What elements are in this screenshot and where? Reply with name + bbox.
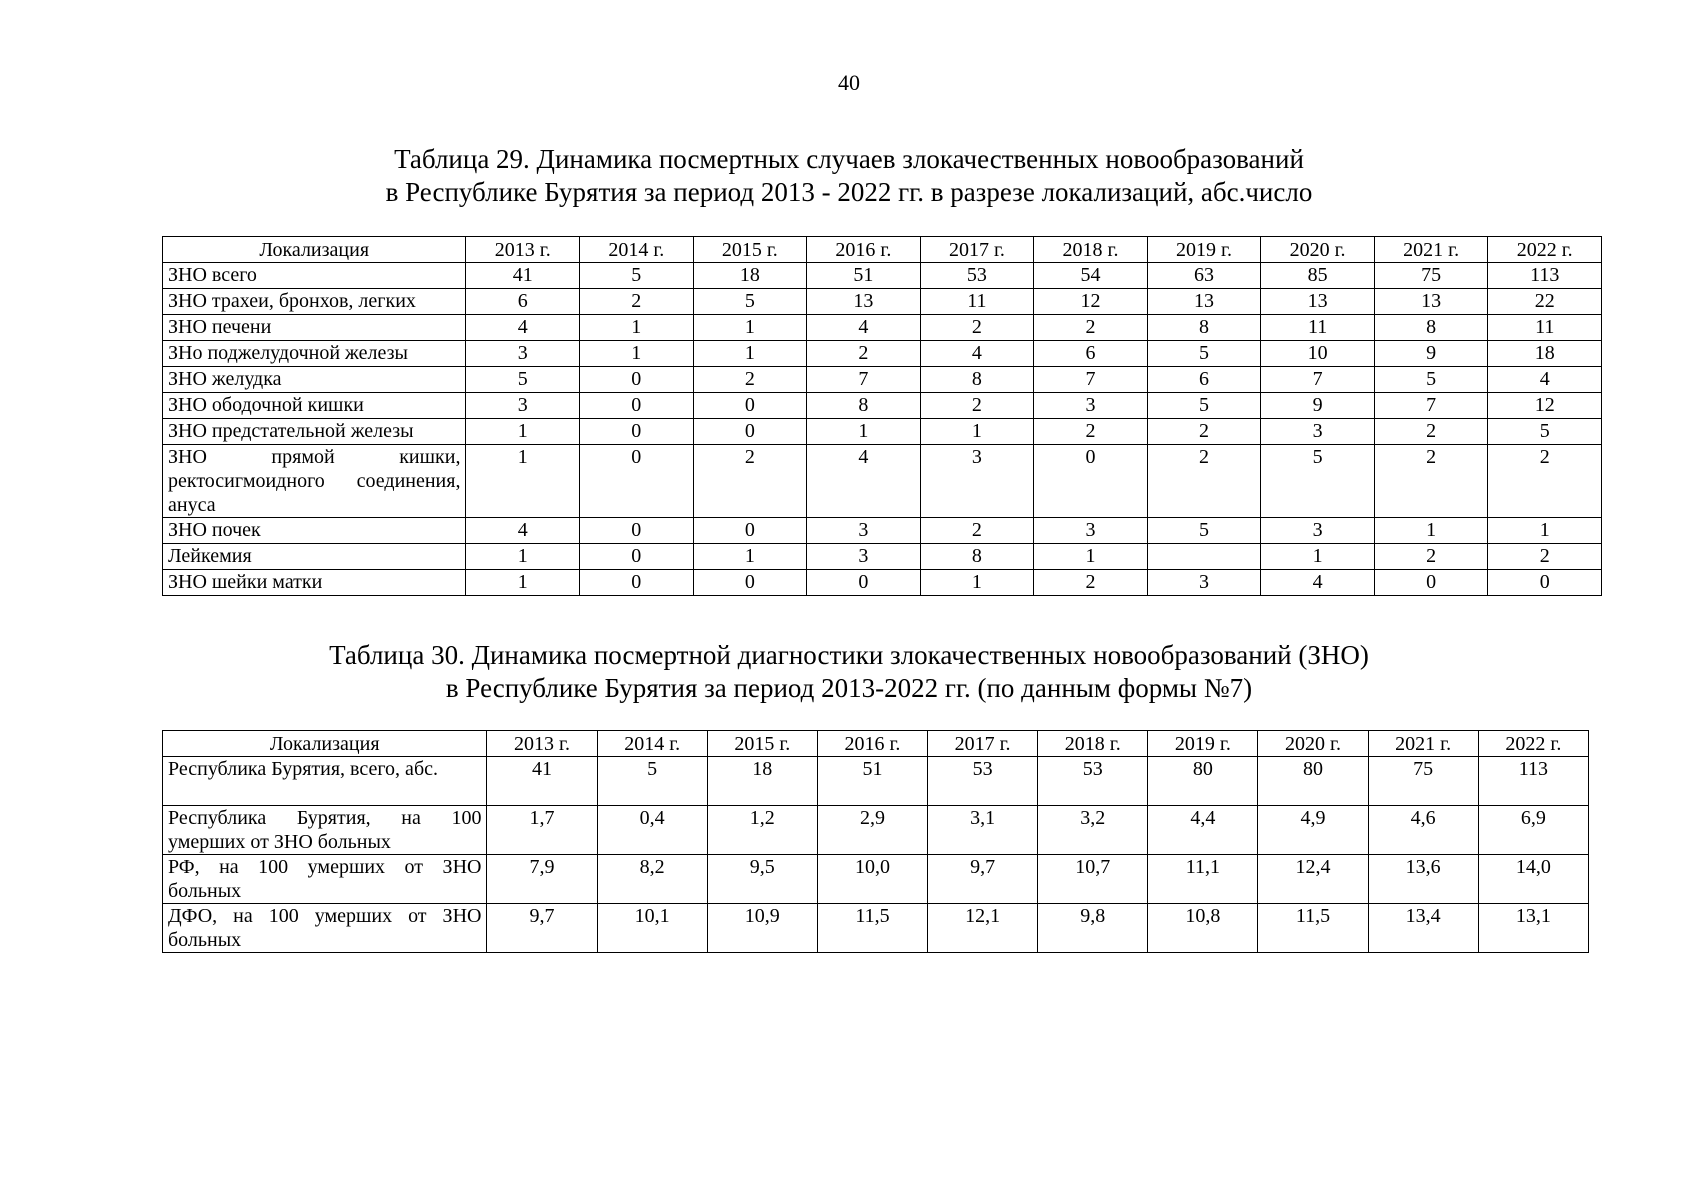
value-cell: 7 xyxy=(807,367,921,393)
column-header-localization: Локализация xyxy=(163,237,466,263)
value-cell: 80 xyxy=(1148,757,1258,806)
column-header-year: 2020 г. xyxy=(1258,731,1368,757)
value-cell: 11 xyxy=(1488,315,1602,341)
table-row xyxy=(163,855,1589,904)
value-cell: 1 xyxy=(1488,518,1602,544)
column-header-year: 2015 г. xyxy=(693,237,807,263)
value-cell: 2 xyxy=(693,445,807,518)
value-cell: 8,2 xyxy=(597,855,707,904)
value-cell: 53 xyxy=(928,757,1038,806)
column-header-year: 2021 г. xyxy=(1374,237,1488,263)
value-cell: 0 xyxy=(1034,445,1148,518)
value-cell: 2 xyxy=(1034,570,1148,596)
value-cell: 2,9 xyxy=(817,806,927,855)
value-cell: 6 xyxy=(466,289,580,315)
column-header-localization: Локализация xyxy=(163,731,487,757)
value-cell: 1 xyxy=(807,419,921,445)
value-cell: 18 xyxy=(693,263,807,289)
value-cell: 9 xyxy=(1261,393,1375,419)
value-cell: 2 xyxy=(1374,419,1488,445)
column-header-year: 2017 г. xyxy=(920,237,1034,263)
value-cell: 0 xyxy=(580,570,694,596)
column-header-year: 2016 г. xyxy=(817,731,927,757)
table-29-caption-line1: Таблица 29. Динамика посмертных случаев злокачественных новообразований xyxy=(394,144,1304,174)
table-30-caption-line2: в Республике Бурятия за период 2013-2022 гг. (по данным формы №7) xyxy=(445,673,1253,703)
value-cell: 0 xyxy=(580,544,694,570)
value-cell: 10,9 xyxy=(707,904,817,953)
value-cell: 1 xyxy=(693,341,807,367)
table-row xyxy=(163,445,1602,518)
value-cell: 9,7 xyxy=(487,904,597,953)
table-row xyxy=(163,393,1602,419)
row-label-cell: ДФО, на 100 умерших от ЗНО больных xyxy=(163,904,487,953)
value-cell: 80 xyxy=(1258,757,1368,806)
value-cell xyxy=(1147,544,1261,570)
value-cell: 2 xyxy=(1488,544,1602,570)
value-cell: 18 xyxy=(707,757,817,806)
value-cell: 3 xyxy=(920,445,1034,518)
value-cell: 12 xyxy=(1488,393,1602,419)
value-cell: 5 xyxy=(1374,367,1488,393)
value-cell: 9,7 xyxy=(928,855,1038,904)
value-cell: 2 xyxy=(920,393,1034,419)
value-cell: 10,7 xyxy=(1038,855,1148,904)
value-cell: 10,8 xyxy=(1148,904,1258,953)
value-cell: 3 xyxy=(1147,570,1261,596)
value-cell: 75 xyxy=(1368,757,1478,806)
value-cell: 14,0 xyxy=(1478,855,1588,904)
value-cell: 3 xyxy=(807,544,921,570)
value-cell: 113 xyxy=(1488,263,1602,289)
column-header-year: 2015 г. xyxy=(707,731,817,757)
column-header-year: 2020 г. xyxy=(1261,237,1375,263)
row-label-cell: ЗНО трахеи, бронхов, легких xyxy=(163,289,466,315)
value-cell: 13 xyxy=(1261,289,1375,315)
table-30-caption xyxy=(0,639,1698,705)
value-cell: 5 xyxy=(1147,518,1261,544)
value-cell: 7 xyxy=(1261,367,1375,393)
value-cell: 1 xyxy=(693,544,807,570)
value-cell: 4,9 xyxy=(1258,806,1368,855)
value-cell: 2 xyxy=(693,367,807,393)
value-cell: 3 xyxy=(466,341,580,367)
value-cell: 5 xyxy=(466,367,580,393)
value-cell: 0 xyxy=(580,518,694,544)
table-29-caption-line2: в Республике Бурятия за период 2013 - 2022 гг. в разрезе локализаций, абс.число xyxy=(385,177,1313,207)
page-number: 40 xyxy=(838,70,860,95)
table-30-caption-line1: Таблица 30. Динамика посмертной диагностики злокачественных новообразований (ЗНО) xyxy=(329,640,1369,670)
value-cell: 0 xyxy=(693,419,807,445)
value-cell: 75 xyxy=(1374,263,1488,289)
value-cell: 2 xyxy=(1488,445,1602,518)
value-cell: 3 xyxy=(1034,393,1148,419)
column-header-year: 2013 г. xyxy=(487,731,597,757)
value-cell: 8 xyxy=(920,544,1034,570)
value-cell: 3 xyxy=(1261,419,1375,445)
value-cell: 2 xyxy=(1034,315,1148,341)
value-cell: 22 xyxy=(1488,289,1602,315)
column-header-year: 2018 г. xyxy=(1034,237,1148,263)
value-cell: 0 xyxy=(693,518,807,544)
table-row xyxy=(163,419,1602,445)
value-cell: 12,1 xyxy=(928,904,1038,953)
value-cell: 13 xyxy=(807,289,921,315)
value-cell: 5 xyxy=(580,263,694,289)
value-cell: 2 xyxy=(920,518,1034,544)
column-header-year: 2019 г. xyxy=(1147,237,1261,263)
value-cell: 3 xyxy=(1034,518,1148,544)
table-header-row xyxy=(163,731,1589,757)
value-cell: 85 xyxy=(1261,263,1375,289)
value-cell: 7,9 xyxy=(487,855,597,904)
value-cell: 1 xyxy=(920,570,1034,596)
column-header-year: 2022 г. xyxy=(1488,237,1602,263)
table-row xyxy=(163,757,1589,806)
row-label-cell: ЗНО ободочной кишки xyxy=(163,393,466,419)
value-cell: 0 xyxy=(580,419,694,445)
table-29-caption xyxy=(0,143,1698,209)
value-cell: 0 xyxy=(1488,570,1602,596)
value-cell: 4 xyxy=(807,445,921,518)
value-cell: 11,5 xyxy=(817,904,927,953)
value-cell: 1 xyxy=(580,315,694,341)
column-header-year: 2014 г. xyxy=(580,237,694,263)
value-cell: 10,0 xyxy=(817,855,927,904)
value-cell: 4 xyxy=(466,518,580,544)
value-cell: 5 xyxy=(693,289,807,315)
table-30 xyxy=(162,730,1589,953)
column-header-year: 2017 г. xyxy=(928,731,1038,757)
value-cell: 1 xyxy=(466,419,580,445)
value-cell: 0 xyxy=(580,393,694,419)
value-cell: 1,2 xyxy=(707,806,817,855)
table-row xyxy=(163,263,1602,289)
value-cell: 11 xyxy=(1261,315,1375,341)
column-header-year: 2019 г. xyxy=(1148,731,1258,757)
column-header-year: 2021 г. xyxy=(1368,731,1478,757)
table-row xyxy=(163,289,1602,315)
value-cell: 8 xyxy=(920,367,1034,393)
value-cell: 0 xyxy=(1374,570,1488,596)
value-cell: 9,5 xyxy=(707,855,817,904)
column-header-year: 2018 г. xyxy=(1038,731,1148,757)
value-cell: 1 xyxy=(1034,544,1148,570)
value-cell: 63 xyxy=(1147,263,1261,289)
value-cell: 113 xyxy=(1478,757,1588,806)
value-cell: 9 xyxy=(1374,341,1488,367)
value-cell: 1 xyxy=(466,570,580,596)
row-label-cell: ЗНО печени xyxy=(163,315,466,341)
value-cell: 1 xyxy=(466,445,580,518)
value-cell: 1 xyxy=(466,544,580,570)
value-cell: 10 xyxy=(1261,341,1375,367)
column-header-year: 2014 г. xyxy=(597,731,707,757)
value-cell: 3 xyxy=(466,393,580,419)
value-cell: 4 xyxy=(920,341,1034,367)
value-cell: 4,4 xyxy=(1148,806,1258,855)
column-header-year: 2016 г. xyxy=(807,237,921,263)
value-cell: 13 xyxy=(1147,289,1261,315)
value-cell: 4 xyxy=(1261,570,1375,596)
value-cell: 13 xyxy=(1374,289,1488,315)
value-cell: 2 xyxy=(1034,419,1148,445)
value-cell: 2 xyxy=(580,289,694,315)
value-cell: 4 xyxy=(466,315,580,341)
value-cell: 2 xyxy=(1374,544,1488,570)
value-cell: 7 xyxy=(1034,367,1148,393)
value-cell: 3,2 xyxy=(1038,806,1148,855)
value-cell: 0 xyxy=(693,393,807,419)
table-row xyxy=(163,367,1602,393)
value-cell: 18 xyxy=(1488,341,1602,367)
value-cell: 0 xyxy=(807,570,921,596)
value-cell: 13,1 xyxy=(1478,904,1588,953)
value-cell: 1 xyxy=(580,341,694,367)
row-label-cell: ЗНО всего xyxy=(163,263,466,289)
row-label-cell: ЗНО предстательной железы xyxy=(163,419,466,445)
value-cell: 4 xyxy=(1488,367,1602,393)
value-cell: 51 xyxy=(807,263,921,289)
value-cell: 0,4 xyxy=(597,806,707,855)
value-cell: 3,1 xyxy=(928,806,1038,855)
value-cell: 8 xyxy=(807,393,921,419)
value-cell: 1 xyxy=(693,315,807,341)
value-cell: 2 xyxy=(1147,445,1261,518)
value-cell: 2 xyxy=(920,315,1034,341)
value-cell: 13,4 xyxy=(1368,904,1478,953)
value-cell: 5 xyxy=(1488,419,1602,445)
row-label-cell: ЗНО шейки матки xyxy=(163,570,466,596)
column-header-year: 2013 г. xyxy=(466,237,580,263)
row-label-cell: Республика Бурятия, на 100 умерших от ЗНО больных xyxy=(163,806,487,855)
row-label-cell: РФ, на 100 умерших от ЗНО больных xyxy=(163,855,487,904)
value-cell: 12 xyxy=(1034,289,1148,315)
value-cell: 8 xyxy=(1374,315,1488,341)
value-cell: 4,6 xyxy=(1368,806,1478,855)
table-row xyxy=(163,518,1602,544)
value-cell: 11 xyxy=(920,289,1034,315)
value-cell: 53 xyxy=(1038,757,1148,806)
value-cell: 6 xyxy=(1147,367,1261,393)
value-cell: 0 xyxy=(693,570,807,596)
value-cell: 8 xyxy=(1147,315,1261,341)
row-label-cell: ЗНО желудка xyxy=(163,367,466,393)
value-cell: 3 xyxy=(807,518,921,544)
value-cell: 5 xyxy=(1261,445,1375,518)
row-label-cell: ЗНО прямой кишки, ректосигмоидного соединения, ануса xyxy=(163,445,466,518)
value-cell: 51 xyxy=(817,757,927,806)
value-cell: 6 xyxy=(1034,341,1148,367)
row-label-cell: Республика Бурятия, всего, абс. xyxy=(163,757,487,806)
table-29 xyxy=(162,236,1602,596)
value-cell: 2 xyxy=(1374,445,1488,518)
value-cell: 11,1 xyxy=(1148,855,1258,904)
value-cell: 12,4 xyxy=(1258,855,1368,904)
value-cell: 2 xyxy=(1147,419,1261,445)
table-row xyxy=(163,904,1589,953)
value-cell: 10,1 xyxy=(597,904,707,953)
value-cell: 7 xyxy=(1374,393,1488,419)
column-header-year: 2022 г. xyxy=(1478,731,1588,757)
value-cell: 5 xyxy=(597,757,707,806)
value-cell: 3 xyxy=(1261,518,1375,544)
value-cell: 5 xyxy=(1147,393,1261,419)
value-cell: 13,6 xyxy=(1368,855,1478,904)
value-cell: 6,9 xyxy=(1478,806,1588,855)
value-cell: 41 xyxy=(487,757,597,806)
value-cell: 1 xyxy=(1374,518,1488,544)
value-cell: 11,5 xyxy=(1258,904,1368,953)
value-cell: 1 xyxy=(1261,544,1375,570)
value-cell: 1,7 xyxy=(487,806,597,855)
table-row xyxy=(163,341,1602,367)
table-row xyxy=(163,570,1602,596)
value-cell: 4 xyxy=(807,315,921,341)
value-cell: 41 xyxy=(466,263,580,289)
table-row xyxy=(163,315,1602,341)
value-cell: 54 xyxy=(1034,263,1148,289)
row-label-cell: ЗНо поджелудочной железы xyxy=(163,341,466,367)
table-header-row xyxy=(163,237,1602,263)
value-cell: 0 xyxy=(580,445,694,518)
row-label-cell: ЗНО почек xyxy=(163,518,466,544)
table-row xyxy=(163,544,1602,570)
value-cell: 53 xyxy=(920,263,1034,289)
table-row xyxy=(163,806,1589,855)
value-cell: 2 xyxy=(807,341,921,367)
value-cell: 5 xyxy=(1147,341,1261,367)
value-cell: 9,8 xyxy=(1038,904,1148,953)
value-cell: 0 xyxy=(580,367,694,393)
value-cell: 1 xyxy=(920,419,1034,445)
row-label-cell: Лейкемия xyxy=(163,544,466,570)
